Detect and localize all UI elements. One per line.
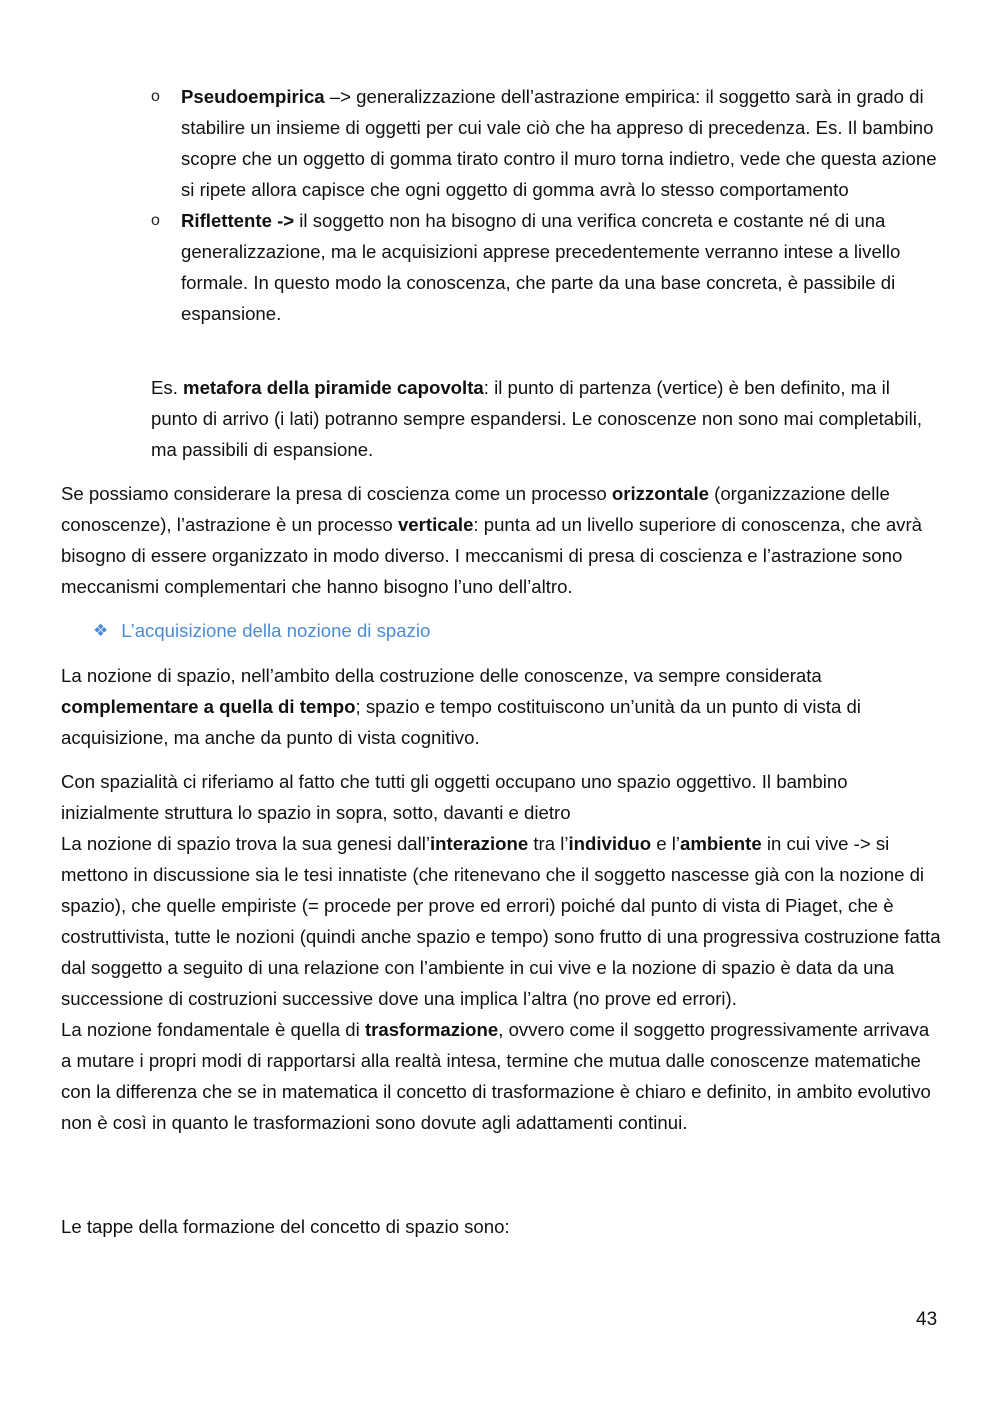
paragraph-spazialita	[61, 766, 941, 1138]
abstraction-types-list	[151, 81, 941, 329]
term-verticale: verticale	[397, 514, 474, 535]
page-number: 43	[916, 1309, 938, 1330]
example-paragraph	[151, 372, 941, 465]
paragraph-tappe: Le tappe della formazione del concetto di spazio sono:	[61, 1216, 510, 1237]
paragraph-line: Con spazialità ci riferiamo al fatto che tutti gli oggetti occupano uno spazio oggettivo. Il bambino inizialmente struttura lo spazio in sopra, sotto, davanti e dietro	[61, 771, 848, 823]
paragraph-nozione-spazio: La nozione di spazio, nell’ambito della costruzione delle conoscenze, va sempre considerata complementare a quella di tempo; spazio e tempo costituiscono un’unità da un punto di vista di acquisizione, ma anche da punto di vista cognitivo.	[61, 665, 861, 748]
paragraph-genesi: La nozione di spazio trova la sua genesi dall’interazione tra l’individuo e l’ambiente in cui vive -> si mettono in discussione sia le tesi innatiste (che ritenevano che il soggetto nascesse già con la nozione di spazio), che quelle empiriste (= procede per prove ed errori) poiché dal punto di vista di Piaget, che è costruttivista, tutte le nozioni (quindi anche spazio e tempo) sono frutto di una progressiva costruzione fatta dal soggetto a seguito di una relazione con l’ambiente in cui vive e la nozione di spazio è data da una successione di costruzioni successive dove una implica l’altra (no prove ed errori).	[61, 833, 941, 1009]
example-text: : il punto di partenza (vertice) è ben definito, ma il punto di arrivo (i lati) potranno sempre espandersi. Le conoscenze non sono mai completabili, ma passibili di espansione.	[151, 377, 923, 460]
term-trasformazione: trasformazione	[364, 1019, 499, 1040]
term-ambiente: ambiente	[680, 833, 762, 854]
bullet-marker: o	[151, 212, 160, 229]
section-heading-text: L’acquisizione della nozione di spazio	[121, 620, 431, 641]
list-item	[151, 205, 941, 329]
list-item-text: –> generalizzazione dell’astrazione empirica: il soggetto sarà in grado di stabilire un insieme di oggetti per cui vale ciò che ha appreso di precedenza. Es. Il bambino scopre che un oggetto di gomma tirato contro il muro torna indietro, vede che questa azione si ripete allora capisce che ogni oggetto di gomma avrà lo stesso comportamento	[181, 86, 937, 200]
paragraph-presa-coscienza: Se possiamo considerare la presa di coscienza come un processo orizzontale (organizzazione delle conoscenze), l’astrazione è un processo verticale: punta ad un livello superiore di conoscenza, che avrà bisogno di essere organizzato in modo diverso. I meccanismi di presa di coscienza e l’astrazione sono meccanismi complementari che hanno bisogno l’uno dell’altro.	[61, 483, 923, 597]
term-pseudoempirica: Pseudoempirica	[181, 86, 325, 107]
example-term: metafora della piramide capovolta	[183, 377, 484, 398]
section-heading	[93, 617, 430, 645]
paragraph-trasformazione: La nozione fondamentale è quella di trasformazione, ovvero come il soggetto progressivamente arrivava a mutare i propri modi di rapportarsi alla realtà intesa, termine che mutua dalle conoscenze matematiche con la differenza che se in matematica il concetto di trasformazione è chiaro e definito, in ambito evolutivo non è così in quanto le trasformazioni sono dovute agli adattamenti continui.	[61, 1019, 931, 1133]
term-complementare: complementare a quella di tempo	[61, 696, 356, 717]
list-item	[151, 81, 941, 205]
term-individuo: individuo	[568, 833, 652, 854]
term-interazione: interazione	[430, 833, 529, 854]
list-item-text: il soggetto non ha bisogno di una verifica concreta e costante né di una generalizzazione, ma le acquisizioni apprese precedentemente verranno intese a livello formale. In questo modo la conoscenza, che parte da una base concreta, è passibile di espansione.	[181, 210, 901, 324]
bullet-marker: o	[151, 88, 160, 105]
diamond-bullet-icon: ❖	[93, 621, 109, 640]
term-orizzontale: orizzontale	[611, 483, 709, 504]
example-prefix: Es.	[151, 377, 184, 398]
term-riflettente: Riflettente ->	[181, 210, 295, 231]
